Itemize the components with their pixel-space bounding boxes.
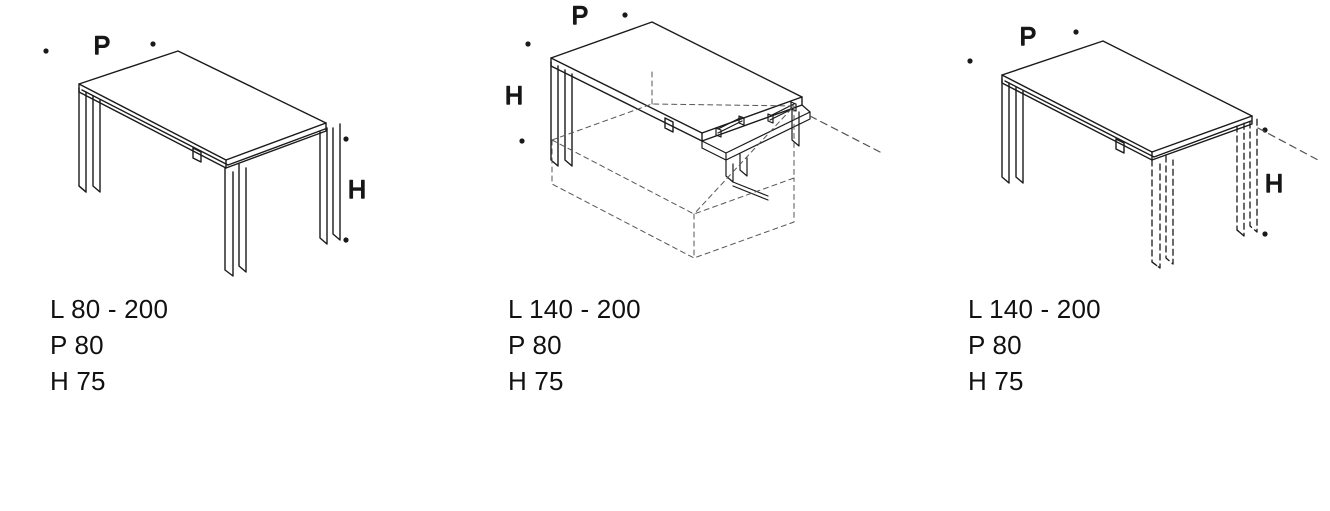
height-dimension: H 75 [508, 366, 564, 396]
height-dimension: H 75 [50, 366, 106, 396]
dimensions-figure-1 [50, 291, 168, 399]
depth-dimension: P 80 [968, 330, 1022, 360]
extension-direction-line [1258, 128, 1318, 160]
reference-dots [43, 41, 348, 242]
figure-table-mechanism [480, 0, 900, 290]
ghost-volume-dashed [552, 70, 794, 258]
figure-table-closed [20, 0, 440, 290]
table-legs [79, 88, 340, 276]
table-top [551, 22, 802, 141]
depth-dimension: P 80 [508, 330, 562, 360]
dimensions-figure-2 [508, 291, 641, 399]
height-axis-label: H [504, 82, 524, 110]
figure-table-extended [940, 0, 1330, 290]
dimensions-figure-3 [968, 291, 1101, 399]
depth-dimension: P 80 [50, 330, 104, 360]
depth-axis-label: P [1019, 23, 1037, 51]
depth-axis-label: P [571, 2, 589, 30]
table-legs [1002, 79, 1023, 183]
table-legs [551, 62, 572, 166]
reference-dots [967, 29, 1267, 236]
height-axis-label: H [347, 176, 367, 204]
length-dimension: L 140 - 200 [508, 294, 641, 324]
depth-axis-label: P [93, 32, 111, 60]
height-axis-label: H [1264, 170, 1284, 198]
table-top [79, 51, 326, 168]
height-dimension: H 75 [968, 366, 1024, 396]
length-dimension: L 80 - 200 [50, 294, 169, 324]
table-top [1002, 41, 1252, 160]
reference-dots [519, 12, 627, 143]
length-dimension: L 140 - 200 [968, 294, 1101, 324]
extension-direction-line [810, 116, 880, 152]
